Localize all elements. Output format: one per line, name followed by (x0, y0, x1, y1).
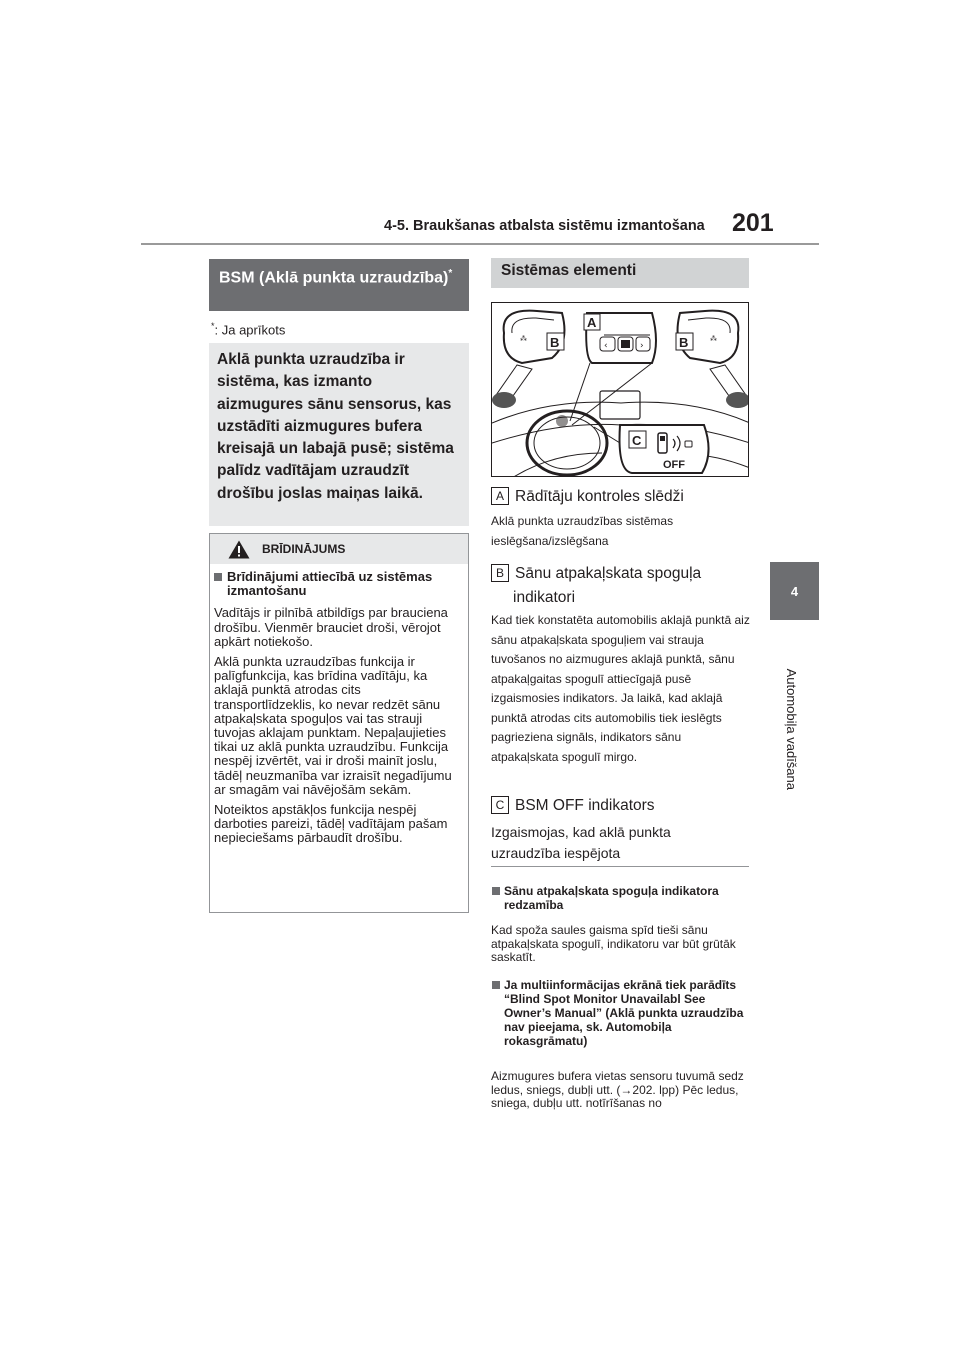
item-c-letter: C (491, 796, 509, 814)
warning-paragraph: Aklā punkta uzraudzības funkcija ir palīgfunkcija, kas brīdina vadītāju, ka aklajā punktā atrodas cits transportlīdzeklis, ko nevar redzēt sānu atpakaļskata spoguļos vai tas strauji tuvojas aklajam punktam. Nepaļaujieties tikai uz aklā punkta uzraudzību. Funkcija nespēj izvērtēt, vai ir droši mainīt joslu, tādēļ neuzmanība var izraisīt negadījumu ar smagām vai nāvējošām sekām. (214, 654, 452, 797)
item-c-title-row (491, 794, 655, 818)
note-1-heading: Sānu atpakaļskata spoguļa indikatora redzamība (491, 884, 753, 912)
svg-text:⁂: ⁂ (710, 335, 717, 343)
warning-paragraph: Vadītājs ir pilnībā atbildīgs par brauciena drošību. Vienmēr brauciet droši, vērojot apkārt notiekošo. (214, 605, 448, 649)
note-2-text: Aizmugures bufera vietas sensoru tuvumā sedz ledus, sniegs, dubļi utt. (→202. lpp) Pēc ledus, sniega, dubļu utt. notīrīšanas no (491, 1069, 744, 1110)
page-number: 201 (732, 209, 774, 237)
bsm-off-switch-closeup (594, 425, 709, 473)
item-a-description: Aklā punkta uzraudzības sistēmas ieslēgšana/izslēgšana (491, 514, 674, 548)
warning-header (210, 534, 468, 564)
header-divider (141, 243, 819, 245)
bsm-section-heading (209, 259, 469, 311)
item-b-title-row (491, 562, 701, 586)
item-b-title-line2: indikatori (513, 589, 576, 606)
callout-b-right: B (679, 335, 689, 350)
callout-c: C (632, 433, 642, 448)
steering-switch-closeup (570, 313, 656, 425)
footnote-text: : Ja aprīkots (214, 322, 286, 338)
bsm-heading-text: BSM (Aklā punkta uzraudzība) (219, 269, 449, 287)
svg-text:›: › (640, 341, 644, 351)
center-screen (600, 391, 640, 419)
chapter-name-tab (763, 630, 823, 790)
item-b-description: Kad tiek konstatēta automobilis aklajā punktā aiz sānu atpakaļskata spoguļiem vai strauja tuvošanos no aizmugures aklajā punktā, sānu atpakaļgaitas spogulī attiecīgajā pusē izgaismosies indikators. Ja laikā, kad aklajā punktā atrodas cits automobilis tiek ieslēgts pagrieziena signāls, indikators sānu atpakaļskata spogulī mirgo. (491, 613, 750, 764)
svg-text:⁂: ⁂ (520, 335, 527, 343)
callout-b-left: B (550, 335, 560, 350)
chapter-tab[interactable]: 4 (770, 562, 819, 620)
item-c-title: BSM OFF indikators (515, 797, 655, 814)
left-mirror (492, 311, 564, 408)
item-a-title-row (491, 485, 684, 509)
intro-box: Aklā punkta uzraudzība ir sistēma, kas izmanto aizmugures sānu sensorus, kas uzstādīti aizmugures bufera kreisajā un labajā pusē; sistēma palīdz vadītājam uzraudzīt drošību joslas maiņas laikā. (209, 343, 469, 526)
item-a-letter: A (491, 487, 509, 505)
svg-text:‹: ‹ (604, 341, 608, 351)
note-2-heading: Ja multiinformācijas ekrānā tiek parādīts “Blind Spot Monitor Unavailabl See Owner’s Manual” (Aklā punkta uzraudzība nav pieejama, sk. Automobiļa rokasgrāmatu) (491, 978, 753, 1048)
item-b-letter: B (491, 564, 509, 582)
bsm-off-label: OFF (663, 459, 685, 471)
warning-box (209, 533, 469, 913)
footnote-mark: * (211, 321, 215, 331)
item-a-title: Rādītāju kontroles slēdži (515, 488, 684, 505)
item-b-title: Sānu atpakaļskata spoguļa (515, 565, 702, 582)
notes-divider (491, 866, 749, 867)
section-title: 4-5. Braukšanas atbalsta sistēmu izmantošana (384, 218, 705, 234)
right-mirror (678, 311, 749, 408)
chapter-name-label: Automobiļa vadīšana (784, 668, 799, 790)
warning-body (214, 570, 462, 852)
note-1-text: Kad spoža saules gaisma spīd tieši sānu atpakaļskata spogulī, indikatoru var būt grūtāk saskatīt. (491, 923, 736, 964)
dashboard-drawing (492, 303, 749, 477)
warning-paragraph: Noteiktos apstākļos funkcija nespēj darboties pareizi, tādēļ vadītājam pašam nepieciešams pārbaudīt drošību. (214, 802, 448, 846)
heading-footnote-mark: * (448, 268, 453, 279)
dashboard-illustration (491, 302, 749, 477)
callout-a: A (587, 315, 597, 330)
footnote (211, 321, 285, 337)
system-components-heading: Sistēmas elementi (491, 258, 749, 288)
warning-label: BRĪDINĀJUMS (262, 542, 346, 556)
item-c-description: Izgaismojas, kad aklā punkta uzraudzība iespējota (491, 824, 671, 861)
warning-triangle-icon (228, 540, 250, 559)
warning-subheading: Brīdinājumi attiecībā uz sistēmas izmantošanu (214, 570, 462, 598)
